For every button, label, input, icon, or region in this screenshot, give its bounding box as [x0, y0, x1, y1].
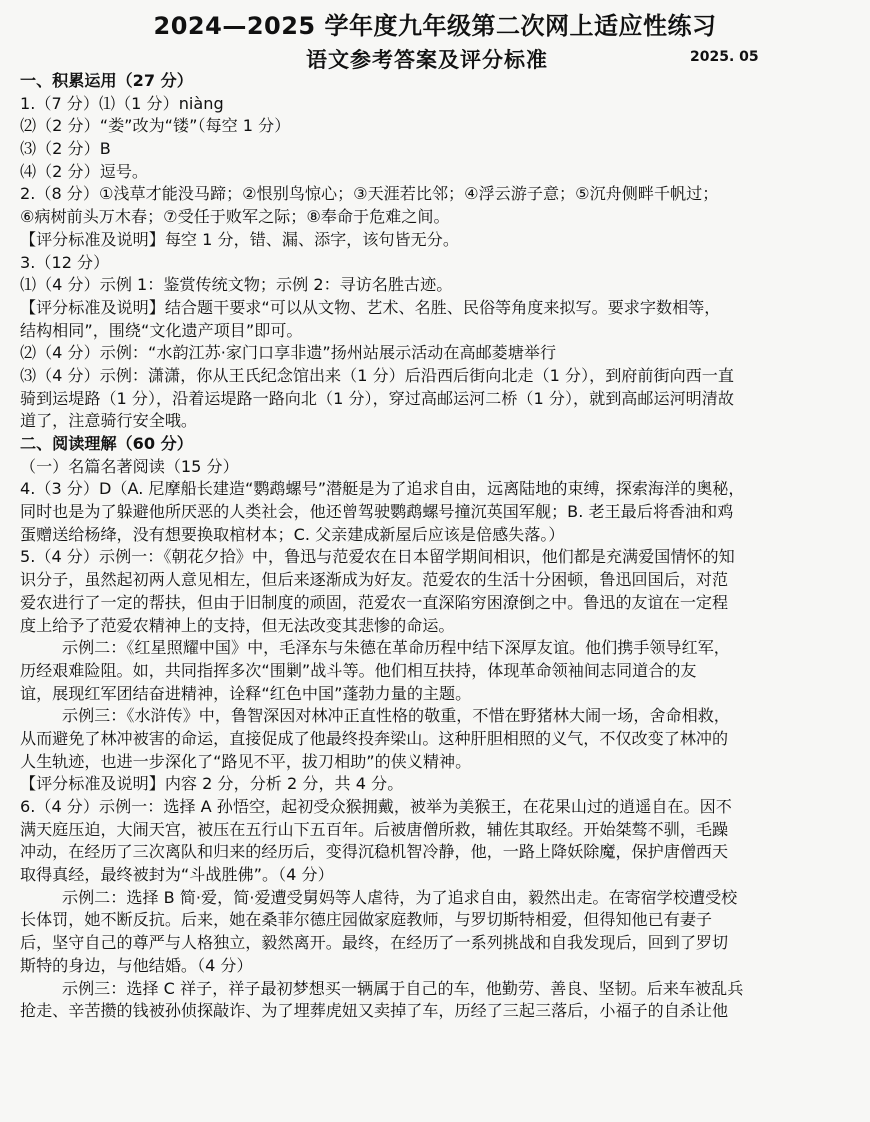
text-line: 【评分标准及说明】结合题干要求“可以从文物、艺术、名胜、民俗等角度来拟写。要求字数相等，: [20, 297, 721, 317]
text-line: 结构相同”，围绕“文化遗产项目”即可。: [20, 320, 303, 340]
text-line: 示例三：选择 C 祥子，祥子最初梦想买一辆属于自己的车，他勤劳、善良、坚韧。后来车被乱兵: [62, 978, 744, 998]
text-line: ⑷（2 分）逗号。: [20, 161, 149, 181]
text-line: 同时也是为了躲避他所厌恶的人类社会，他还曾驾驶鹦鹉螺号撞沉英国军舰；B. 老王最后将香油和鸡: [20, 502, 734, 522]
text-line: 历经艰难险阻。如，共同指挥多次“围剿”战斗等。他们相互扶持，体现革命领袖间志同道合的友: [20, 660, 697, 680]
text-line: 道了，注意骑行安全哦。: [20, 411, 198, 431]
text-line: 长体罚，她不断反抗。后来，她在桑菲尔德庄园做家庭教师，与罗切斯特相爱，但得知他已有妻子: [20, 910, 713, 930]
text-line: 满天庭压迫，大闹天宫，被压在五行山下五百年。后被唐僧所救，辅佐其取经。开始桀骜不驯，毛躁: [20, 819, 729, 839]
text-line: ⑶（2 分）B: [20, 139, 111, 159]
subsection-heading: （一）名篇名著阅读（15 分）: [20, 456, 239, 476]
text-line: 骑到运堤路（1 分），沿着运堤路一路向北（1 分），穿过高邮运河二桥（1 分），就到高邮运河明清故: [20, 388, 734, 408]
text-line: 5.（4 分）示例一：《朝花夕拾》中，鲁迅与范爱农在日本留学期间相识，他们都是充满爱国情怀的知: [20, 547, 735, 567]
text-line: 谊，展现红军团结奋进精神，诠释“红色中国”蓬勃力量的主题。: [20, 683, 472, 703]
text-line: 度上给予了范爱农精神上的支持，但无法改变其悲惨的命运。: [20, 615, 455, 635]
document-title: 2024—2025 学年度九年级第二次网上适应性练习: [153, 12, 717, 40]
text-line: ⑵（2 分）“娄”改为“镂”（每空 1 分）: [20, 116, 291, 136]
document-subtitle: 语文参考答案及评分标准: [306, 48, 548, 72]
text-line: 爱农进行了一定的帮扶，但由于旧制度的顽固，范爱农一直深陷穷困潦倒之中。鲁迅的友谊在一定程: [20, 592, 729, 612]
text-line: 示例二：《红星照耀中国》中，毛泽东与朱德在革命历程中结下深厚友谊。他们携手领导红军，: [62, 638, 730, 658]
section-heading: 二、阅读理解（60 分）: [20, 434, 193, 453]
text-line: ⑶（4 分）示例：潇潇，你从王氏纪念馆出来（1 分）后沿西后街向北走（1 分），到府前街向西一直: [20, 365, 734, 385]
text-line: 3.（12 分）: [20, 252, 110, 272]
text-line: ⑵（4 分）示例：“水韵江苏·家门口享非遗”扬州站展示活动在高邮菱塘举行: [20, 343, 557, 363]
text-line: ⑥病树前头万木春；⑦受任于败军之际；⑧奉命于危难之间。: [20, 207, 450, 227]
text-line: 2.（8 分）①浅草才能没马蹄；②恨别鸟惊心；③天涯若比邻；④浮云游子意；⑤沉舟侧畔千帆过；: [20, 184, 719, 204]
text-line: 后，坚守自己的尊严与人格独立，毅然离开。最终，在经历了一系列挑战和自我发现后，回到了罗切: [20, 933, 729, 953]
text-line: 1.（7 分）⑴（1 分）niàng: [20, 93, 224, 113]
text-line: 4.（3 分）D（A. 尼摩船长建造“鹦鹉螺号”潜艇是为了追求自由，远离陆地的束缚，探索海洋的奥秘，: [20, 479, 745, 499]
section-heading: 一、积累运用（27 分）: [20, 71, 193, 90]
text-line: 抢走、辛苦攒的钱被孙侦探敲诈、为了埋葬虎妞又卖掉了车，历经了三起三落后，小福子的自杀让他: [20, 1001, 729, 1021]
text-line: 斯特的身边，与他结婚。（4 分）: [20, 955, 253, 975]
text-line: 示例二：选择 B 简·爱，简·爱遭受舅妈等人虐待，为了追求自由，毅然出走。在寄宿学校遭受校: [62, 887, 738, 907]
answer-content: [20, 70, 862, 1023]
document-date: 2025. 05: [690, 49, 759, 65]
text-line: 从而避免了林冲被害的命运，直接促成了他最终投奔梁山。这种肝胆相照的义气，不仅改变了林冲的: [20, 728, 729, 748]
text-line: ⑴（4 分）示例 1：鉴赏传统文物；示例 2：寻访名胜古迹。: [20, 275, 453, 295]
text-line: 冲动，在经历了三次离队和归来的经历后，变得沉稳机智冷静，他，一路上降妖除魔，保护唐僧西天: [20, 842, 729, 862]
text-line: 【评分标准及说明】内容 2 分，分析 2 分，共 4 分。: [20, 774, 404, 794]
text-line: 示例三：《水浒传》中，鲁智深因对林冲正直性格的敬重，不惜在野猪林大闹一场，舍命相救，: [62, 706, 730, 726]
text-line: 蛋赠送给杨绛，没有想要换取棺材本；C. 父亲建成新屋后应该是倍感失落。）: [20, 524, 565, 544]
text-line: 6.（4 分）示例一：选择 A 孙悟空，起初受众猴拥戴，被举为美猴王，在花果山过的逍遥自在。因不: [20, 797, 732, 816]
text-line: 取得真经，最终被封为“斗战胜佛”。（4 分）: [20, 865, 334, 885]
text-line: 识分子，虽然起初两人意见相左，但后来逐渐成为好友。范爱农的生活十分困顿，鲁迅回国后，对范: [20, 570, 729, 590]
text-line: 人生轨迹，也进一步深化了“路见不平，拔刀相助”的侠义精神。: [20, 751, 472, 771]
text-line: 【评分标准及说明】每空 1 分，错、漏、添字，该句皆无分。: [20, 229, 459, 249]
